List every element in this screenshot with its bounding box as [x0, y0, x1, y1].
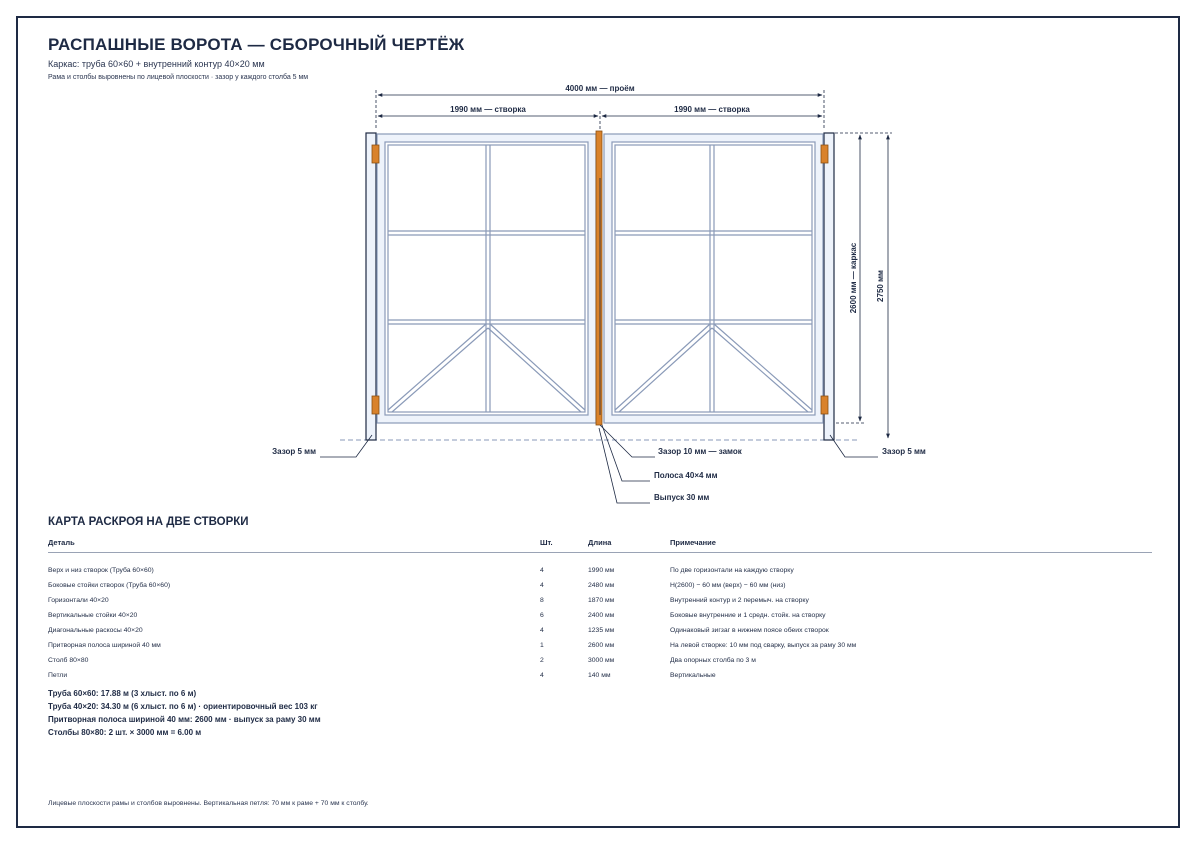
cell-qty: 8 — [540, 597, 544, 604]
cut-map-table — [48, 534, 1152, 683]
cell-note: Боковые внутренние и 1 средн. стойк. на створку — [670, 612, 826, 619]
cell-note: По две горизонтали на каждую створку — [670, 567, 794, 574]
cell-length: 3000 мм — [588, 657, 615, 664]
cell-part: Боковые стойки створок (Труба 60×60) — [48, 582, 171, 589]
cell-length: 2400 мм — [588, 612, 615, 619]
cell-note: На левой створке: 10 мм под сварку, выпуск за раму 30 мм — [670, 642, 857, 649]
cell-qty: 4 — [540, 582, 544, 589]
cell-qty: 2 — [540, 657, 544, 664]
total-strip: Притворная полоса шириной 40 мм: 2600 мм · выпуск за раму 30 мм — [48, 715, 321, 724]
callout-gap-right: Зазор 5 мм — [882, 447, 926, 456]
cell-length: 1235 мм — [588, 627, 615, 634]
hinge-right-bottom — [821, 396, 828, 414]
cell-length: 2480 мм — [588, 582, 615, 589]
post-left — [366, 133, 376, 440]
col-header-part: Деталь — [48, 534, 540, 553]
hinge-right-top — [821, 145, 828, 163]
cell-note: Вертикальные — [670, 672, 716, 679]
callout-overhang: Выпуск 30 мм — [654, 493, 710, 502]
callout-gap-left: Зазор 5 мм — [272, 447, 316, 456]
callout-strip-leader — [602, 425, 650, 481]
cell-qty: 1 — [540, 642, 544, 649]
cell-note: Два опорных столба по 3 м — [670, 657, 756, 664]
table-row — [48, 608, 1152, 623]
callout-gap-right-leader — [830, 435, 878, 457]
cell-length: 2600 мм — [588, 642, 615, 649]
dim-opening-label: 4000 мм — проём — [565, 84, 635, 93]
col-header-note: Примечание — [670, 534, 1152, 553]
post-right — [824, 133, 834, 440]
cell-part: Петли — [48, 672, 68, 679]
cell-note: H(2600) − 60 мм (верх) − 60 мм (низ) — [670, 582, 786, 589]
callout-gap-left-leader — [320, 435, 372, 457]
leaf-left — [377, 134, 596, 423]
cell-qty: 4 — [540, 567, 544, 574]
table-row — [48, 638, 1152, 653]
callout-gap-lock-leader — [600, 425, 655, 457]
table-row — [48, 668, 1152, 683]
table-row — [48, 563, 1152, 578]
cell-note: Внутренний контур и 2 перемыч. на створку — [670, 597, 809, 604]
cell-part: Притворная полоса шириной 40 мм — [48, 642, 161, 649]
total-posts: Столбы 80×80: 2 шт. × 3000 мм = 6.00 м — [48, 728, 202, 737]
cell-note: Одинаковый зигзаг в нижнем поясе обеих створок — [670, 627, 829, 634]
cell-part: Вертикальные стойки 40×20 — [48, 612, 138, 619]
dim-frame-height-label: 2600 мм — каркас — [849, 242, 858, 314]
col-header-qty: Шт. — [540, 534, 588, 553]
table-row — [48, 578, 1152, 593]
hinge-left-top — [372, 145, 379, 163]
cell-part: Диагональные раскосы 40×20 — [48, 627, 143, 634]
cell-qty: 6 — [540, 612, 544, 619]
footer-note: Лицевые плоскости рамы и столбов выровнены. Вертикальная петля: 70 мм к раме + 70 мм к столбу. — [48, 800, 369, 807]
cell-qty: 4 — [540, 627, 544, 634]
total-pipe-40: Труба 40×20: 34.30 м (6 хлыст. по 6 м) · ориентировочный вес 103 кг — [48, 702, 318, 711]
col-header-length: Длина — [588, 534, 670, 553]
totals-block — [48, 687, 321, 739]
cell-length: 140 мм — [588, 672, 611, 679]
total-pipe-60: Труба 60×60: 17.88 м (3 хлыст. по 6 м) — [48, 689, 197, 698]
dim-leaf-right-label: 1990 мм — створка — [674, 105, 750, 114]
page-note: Рама и столбы выровнены по лицевой плоскости · зазор у каждого столба 5 мм — [48, 74, 309, 81]
page-subtitle: Каркас: труба 60×60 + внутренний контур 40×20 мм — [48, 59, 265, 69]
table-header-row — [48, 534, 1152, 553]
leaf-right — [604, 134, 823, 423]
callout-gap-lock: Зазор 10 мм — замок — [658, 447, 742, 456]
cell-length: 1870 мм — [588, 597, 615, 604]
callout-overhang-leader — [599, 428, 650, 503]
callout-strip: Полоса 40×4 мм — [654, 471, 718, 480]
dim-total-height-label: 2750 мм — [876, 270, 885, 302]
lock-strip — [596, 131, 602, 425]
cell-length: 1990 мм — [588, 567, 615, 574]
cell-qty: 4 — [540, 672, 544, 679]
dim-leaf-left-label: 1990 мм — створка — [450, 105, 526, 114]
table-row — [48, 623, 1152, 638]
table-row — [48, 593, 1152, 608]
cell-part: Горизонтали 40×20 — [48, 597, 109, 604]
page-title: РАСПАШНЫЕ ВОРОТА — СБОРОЧНЫЙ ЧЕРТЁЖ — [48, 35, 465, 54]
cut-map-title: КАРТА РАСКРОЯ НА ДВЕ СТВОРКИ — [48, 516, 249, 528]
cell-part: Верх и низ створок (Труба 60×60) — [48, 567, 154, 574]
cell-part: Столб 80×80 — [48, 657, 89, 664]
hinge-left-bottom — [372, 396, 379, 414]
table-row — [48, 653, 1152, 668]
